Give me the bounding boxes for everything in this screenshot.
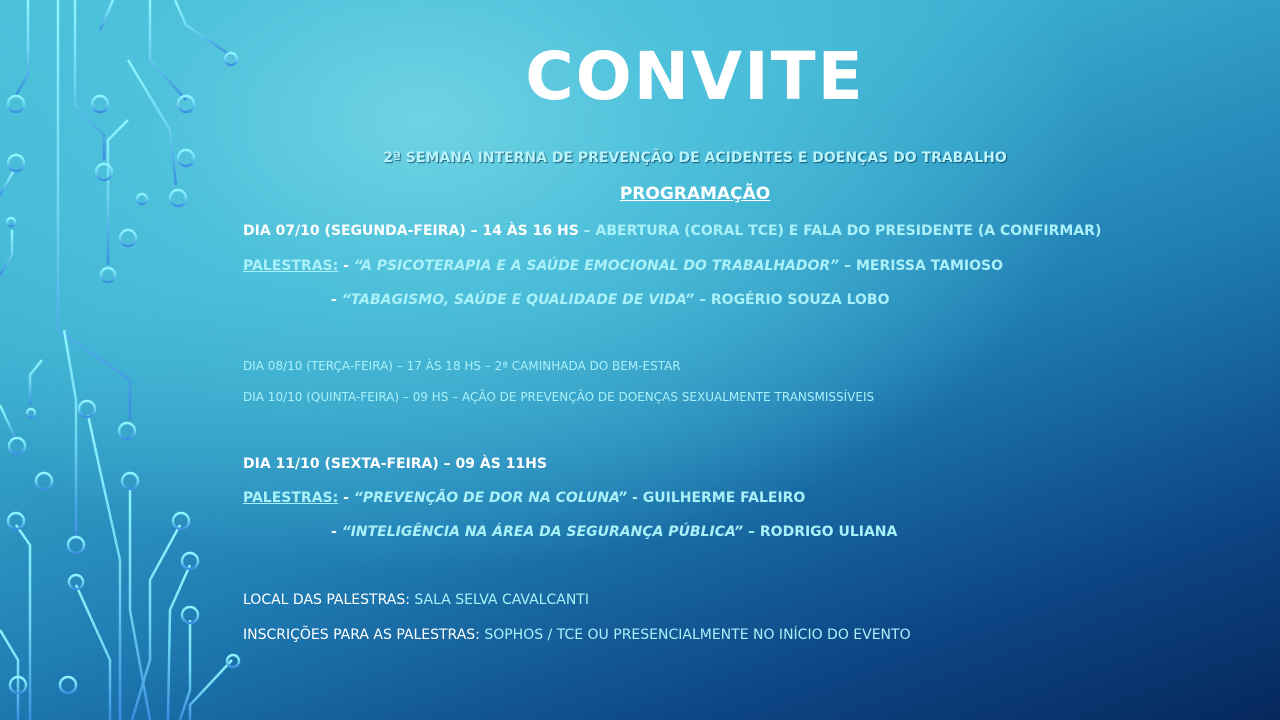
day1-date: DIA 07/10 (SEGUNDA-FEIRA) – 14 ÀS 16 HS <box>243 223 579 239</box>
day2-line: DIA 08/10 (TERÇA-FEIRA) – 17 ÀS 18 HS – 2ª CAMINHADA DO BEM-ESTAR <box>243 359 681 373</box>
day1-talk2-prefix: - <box>331 292 342 308</box>
day1-talk1-title: “A PSICOTERAPIA E A SAÚDE EMOCIONAL DO TRABALHADOR” <box>353 258 840 274</box>
venue-line <box>243 592 589 608</box>
day1-talk1-prefix: - <box>338 258 354 274</box>
event-subtitle: 2ª SEMANA INTERNA DE PREVENÇÃO DE ACIDENTES E DOENÇAS DO TRABALHO <box>383 150 1007 166</box>
day3-line: DIA 10/10 (QUINTA-FEIRA) – 09 HS – AÇÃO DE PREVENÇÃO DE DOENÇAS SEXUALMENTE TRANSMISSÍVEIS <box>243 390 875 404</box>
day1-talks-label: PALESTRAS: <box>243 258 339 274</box>
day4-talk2-prefix: - <box>331 524 342 540</box>
day4-talk1-prefix: - <box>338 490 354 506</box>
day4-talk2-title: “INTELIGÊNCIA NA ÁREA DA SEGURANÇA PÚBLICA” <box>341 524 744 540</box>
day1-line <box>243 223 1101 239</box>
day4-talk1-speaker: - GUILHERME FALEIRO <box>627 490 806 506</box>
day1-talk2-title: “TABAGISMO, SAÚDE E QUALIDADE DE VIDA” <box>341 292 695 308</box>
day1-talk2-line <box>331 292 890 308</box>
day4-talk2-line <box>331 524 897 540</box>
day1-talk2-speaker: – ROGÉRIO SOUZA LOBO <box>694 292 890 308</box>
day4-line <box>243 456 547 472</box>
day1-talk1-speaker: – MERISSA TAMIOSO <box>839 258 1004 274</box>
registration-label: INSCRIÇÕES PARA AS PALESTRAS: <box>243 627 485 643</box>
program-heading: PROGRAMAÇÃO <box>619 184 771 204</box>
slide-title: CONVITE <box>525 38 865 115</box>
venue-label: LOCAL DAS PALESTRAS: <box>243 592 415 608</box>
day4-date: DIA 11/10 (SEXTA-FEIRA) – 09 ÀS 11HS <box>243 456 547 472</box>
registration-line <box>243 627 911 643</box>
day4-talks-label: PALESTRAS: <box>243 490 339 506</box>
venue-value: SALA SELVA CAVALCANTI <box>414 592 589 608</box>
day4-talk2-speaker: – RODRIGO ULIANA <box>743 524 898 540</box>
day4-talk1-line <box>243 490 805 506</box>
day1-event: – ABERTURA (CORAL TCE) E FALA DO PRESIDENTE (A CONFIRMAR) <box>578 223 1102 239</box>
day1-talk1-line <box>243 258 1003 274</box>
day4-talk1-title: “PREVENÇÃO DE DOR NA COLUNA” <box>353 490 628 506</box>
registration-value: SOPHOS / TCE OU PRESENCIALMENTE NO INÍCIO DO EVENTO <box>484 627 911 643</box>
